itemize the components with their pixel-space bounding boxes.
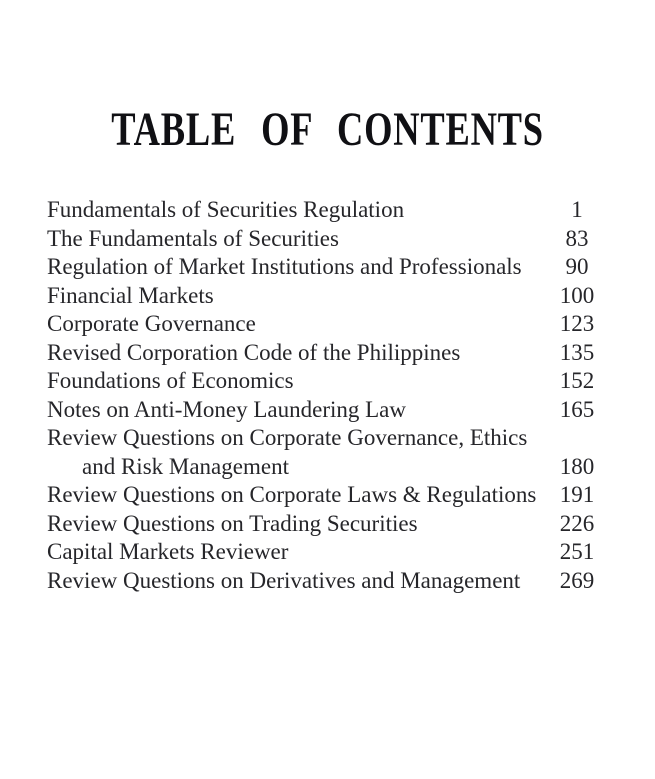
toc-entry-page-number: 90 (565, 254, 589, 279)
page-title: TABLE OF CONTENTS (111, 103, 544, 156)
toc-entry-title: Notes on Anti-Money Laundering Law (47, 396, 406, 422)
toc-entry-title: Fundamentals of Securities Regulation (47, 197, 405, 222)
toc-entry-title: Review Questions on Corporate Laws & Regulations (47, 482, 537, 507)
toc-entry (47, 481, 607, 510)
toc-entry-title: Revised Corporation Code of the Philippines (47, 339, 461, 365)
toc-entry-page-number: 152 (559, 368, 595, 393)
toc-entry (47, 196, 607, 225)
toc-entry-title: The Fundamentals of Securities (47, 225, 339, 251)
toc-entry (47, 510, 607, 539)
toc-entry (47, 396, 607, 425)
toc-entry-page-number: 123 (559, 311, 595, 336)
toc-entry-title: Review Questions on Trading Securities (47, 510, 418, 536)
toc-entry-title: and Risk Management (82, 453, 289, 479)
toc-entry (47, 339, 607, 368)
toc-entry-page-number: 100 (559, 282, 595, 308)
toc-entry (47, 567, 607, 596)
toc-entry (47, 538, 607, 567)
toc-entry (47, 225, 607, 254)
toc-entry-page-number: 135 (559, 339, 595, 365)
page-title-container (0, 0, 655, 154)
toc-entry (47, 367, 607, 396)
toc-entry (47, 424, 607, 453)
toc-entry (47, 253, 607, 282)
toc-entry-title: Capital Markets Reviewer (47, 539, 289, 564)
table-of-contents (47, 196, 607, 595)
toc-entry-title: Regulation of Market Institutions and Professionals (47, 254, 522, 279)
toc-entry-page-number: 226 (559, 510, 595, 536)
toc-entry-page-number: 251 (559, 539, 595, 564)
toc-entry-title: Review Questions on Corporate Governance, Ethics (47, 425, 528, 450)
toc-entry-continuation (47, 453, 607, 482)
toc-entry-page-number: 1 (571, 197, 583, 222)
toc-entry (47, 282, 607, 311)
toc-entry-page-number: 269 (559, 567, 595, 593)
toc-entry-page-number: 191 (559, 482, 595, 507)
toc-entry-page-number: 180 (559, 453, 595, 479)
toc-entry-title: Review Questions on Derivatives and Management (47, 567, 521, 593)
toc-entry (47, 310, 607, 339)
toc-entry-title: Foundations of Economics (47, 368, 294, 393)
toc-entry-title: Corporate Governance (47, 311, 256, 336)
toc-entry-page-number: 83 (565, 225, 589, 251)
toc-entry-title: Financial Markets (47, 282, 214, 308)
toc-entry-page-number: 165 (559, 396, 595, 422)
